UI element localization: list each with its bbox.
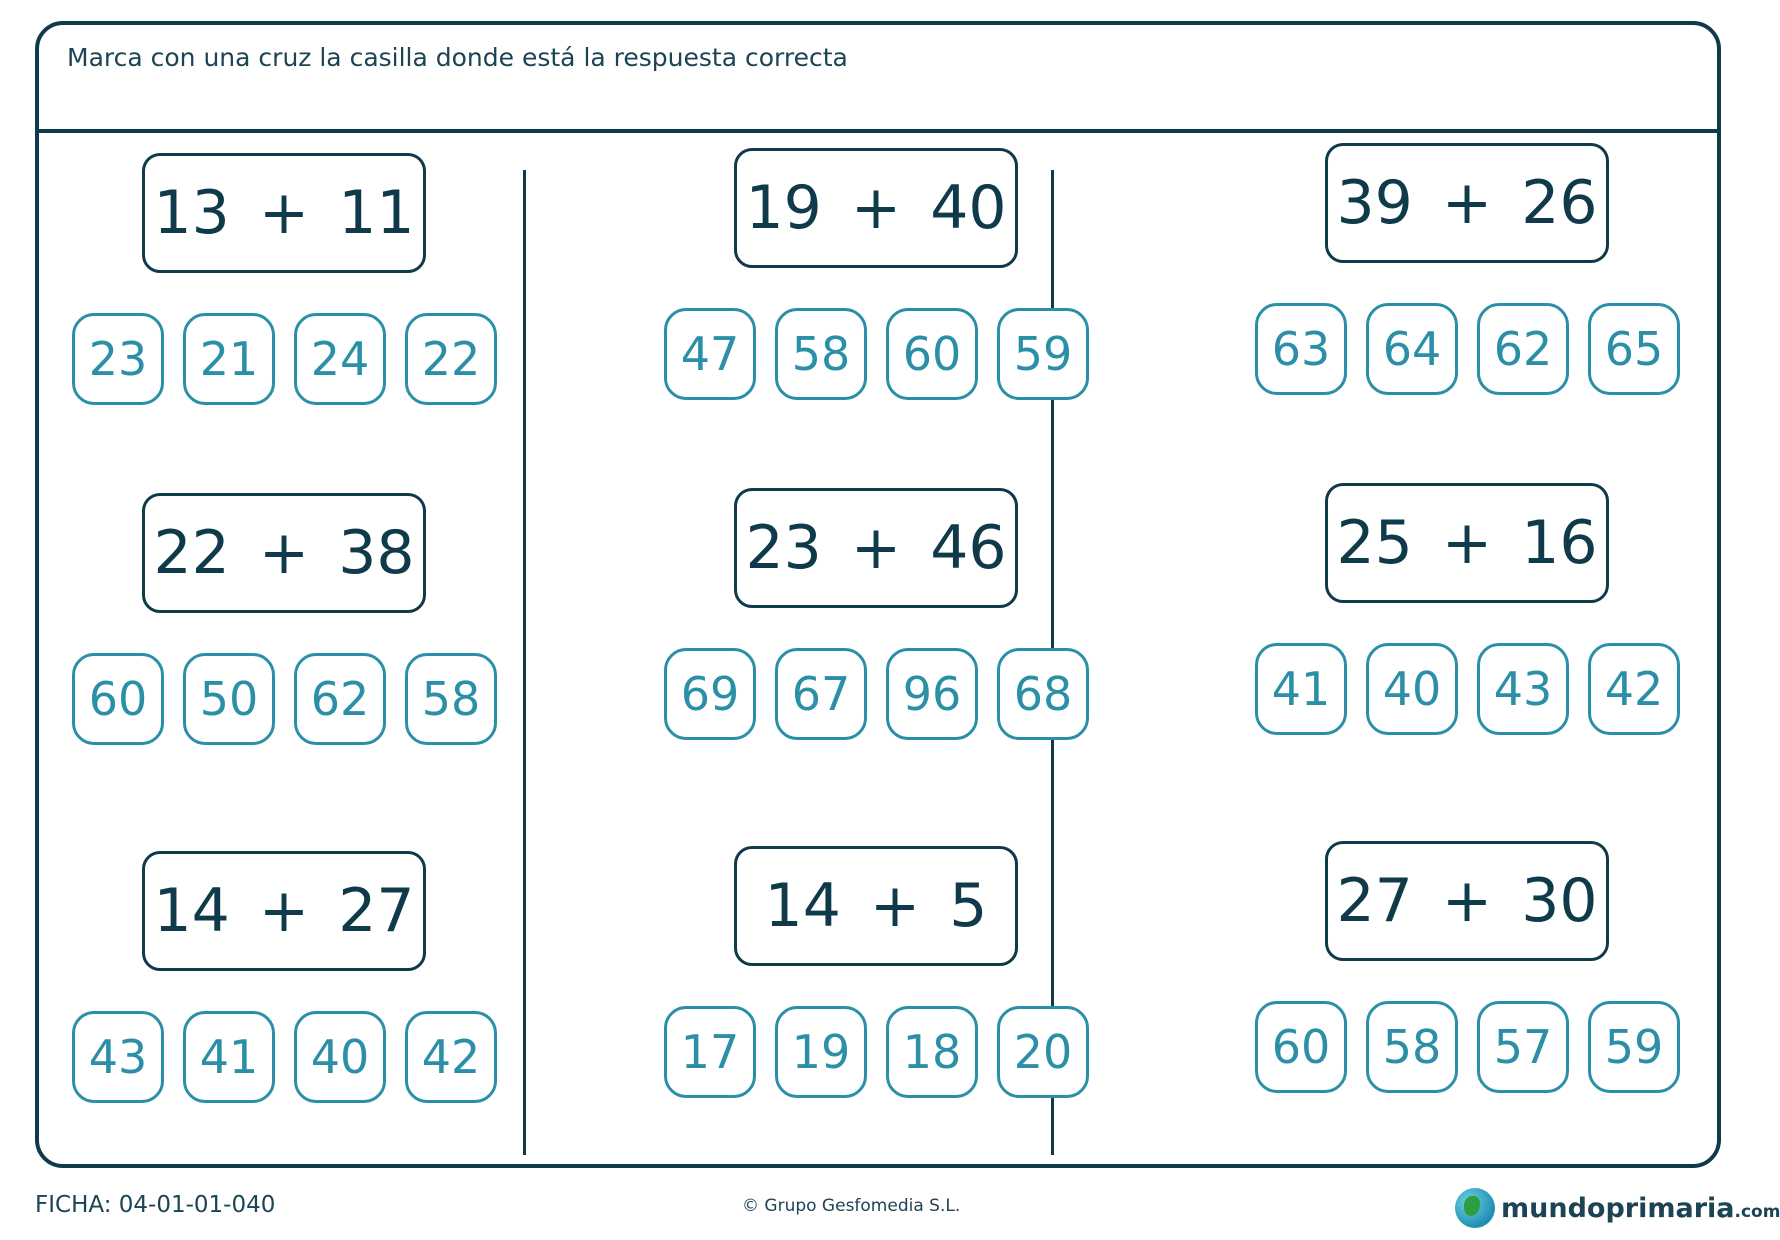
- answer-checkbox[interactable]: 42: [405, 1011, 497, 1103]
- answer-checkbox[interactable]: 23: [72, 313, 164, 405]
- header-divider: [39, 129, 1717, 133]
- answer-checkbox[interactable]: 59: [1588, 1001, 1680, 1093]
- worksheet-frame: [35, 21, 1721, 1168]
- answer-checkbox[interactable]: 42: [1588, 643, 1680, 735]
- answer-checkbox[interactable]: 20: [997, 1006, 1089, 1098]
- answer-checkbox[interactable]: 60: [886, 308, 978, 400]
- answer-checkbox[interactable]: 40: [294, 1011, 386, 1103]
- answer-checkbox[interactable]: 67: [775, 648, 867, 740]
- answer-options: [1255, 643, 1685, 735]
- answer-checkbox[interactable]: 22: [405, 313, 497, 405]
- answer-options: [1255, 303, 1685, 395]
- answer-checkbox[interactable]: 68: [997, 648, 1089, 740]
- logo-tld: .com: [1734, 1201, 1780, 1222]
- answer-checkbox[interactable]: 43: [72, 1011, 164, 1103]
- answer-checkbox[interactable]: 64: [1366, 303, 1458, 395]
- answer-checkbox[interactable]: 18: [886, 1006, 978, 1098]
- answer-options: [664, 308, 1094, 400]
- answer-checkbox[interactable]: 60: [1255, 1001, 1347, 1093]
- equation-box: 14 + 5: [734, 846, 1018, 966]
- answer-checkbox[interactable]: 58: [1366, 1001, 1458, 1093]
- answer-checkbox[interactable]: 59: [997, 308, 1089, 400]
- answer-options: [72, 653, 502, 745]
- equation-box: 39 + 26: [1325, 143, 1609, 263]
- equation-box: 13 + 11: [142, 153, 426, 273]
- logo-text: [1501, 1193, 1780, 1224]
- instruction-text: Marca con una cruz la casilla donde está la respuesta correcta: [67, 43, 848, 72]
- answer-checkbox[interactable]: 17: [664, 1006, 756, 1098]
- answer-checkbox[interactable]: 69: [664, 648, 756, 740]
- answer-checkbox[interactable]: 43: [1477, 643, 1569, 735]
- answer-checkbox[interactable]: 19: [775, 1006, 867, 1098]
- answer-checkbox[interactable]: 41: [1255, 643, 1347, 735]
- answer-checkbox[interactable]: 47: [664, 308, 756, 400]
- answer-checkbox[interactable]: 60: [72, 653, 164, 745]
- answer-options: [664, 648, 1094, 740]
- answer-checkbox[interactable]: 41: [183, 1011, 275, 1103]
- equation-box: 23 + 46: [734, 488, 1018, 608]
- answer-checkbox[interactable]: 24: [294, 313, 386, 405]
- answer-options: [1255, 1001, 1685, 1093]
- answer-options: [72, 1011, 502, 1103]
- equation-box: 27 + 30: [1325, 841, 1609, 961]
- answer-checkbox[interactable]: 40: [1366, 643, 1458, 735]
- answer-options: [664, 1006, 1094, 1098]
- answer-checkbox[interactable]: 50: [183, 653, 275, 745]
- globe-icon: [1455, 1188, 1495, 1228]
- equation-box: 22 + 38: [142, 493, 426, 613]
- worksheet-code: FICHA: 04-01-01-040: [35, 1192, 276, 1218]
- equation-box: 25 + 16: [1325, 483, 1609, 603]
- answer-checkbox[interactable]: 65: [1588, 303, 1680, 395]
- equation-box: 14 + 27: [142, 851, 426, 971]
- logo-name: mundoprimaria: [1501, 1192, 1735, 1224]
- answer-checkbox[interactable]: 57: [1477, 1001, 1569, 1093]
- answer-checkbox[interactable]: 58: [775, 308, 867, 400]
- answer-checkbox[interactable]: 62: [294, 653, 386, 745]
- column-divider-1: [523, 170, 526, 1155]
- site-logo[interactable]: [1455, 1186, 1780, 1230]
- equation-box: 19 + 40: [734, 148, 1018, 268]
- answer-checkbox[interactable]: 62: [1477, 303, 1569, 395]
- answer-checkbox[interactable]: 96: [886, 648, 978, 740]
- answer-checkbox[interactable]: 63: [1255, 303, 1347, 395]
- answer-checkbox[interactable]: 58: [405, 653, 497, 745]
- answer-options: [72, 313, 502, 405]
- copyright-text: © Grupo Gesfomedia S.L.: [742, 1196, 961, 1216]
- answer-checkbox[interactable]: 21: [183, 313, 275, 405]
